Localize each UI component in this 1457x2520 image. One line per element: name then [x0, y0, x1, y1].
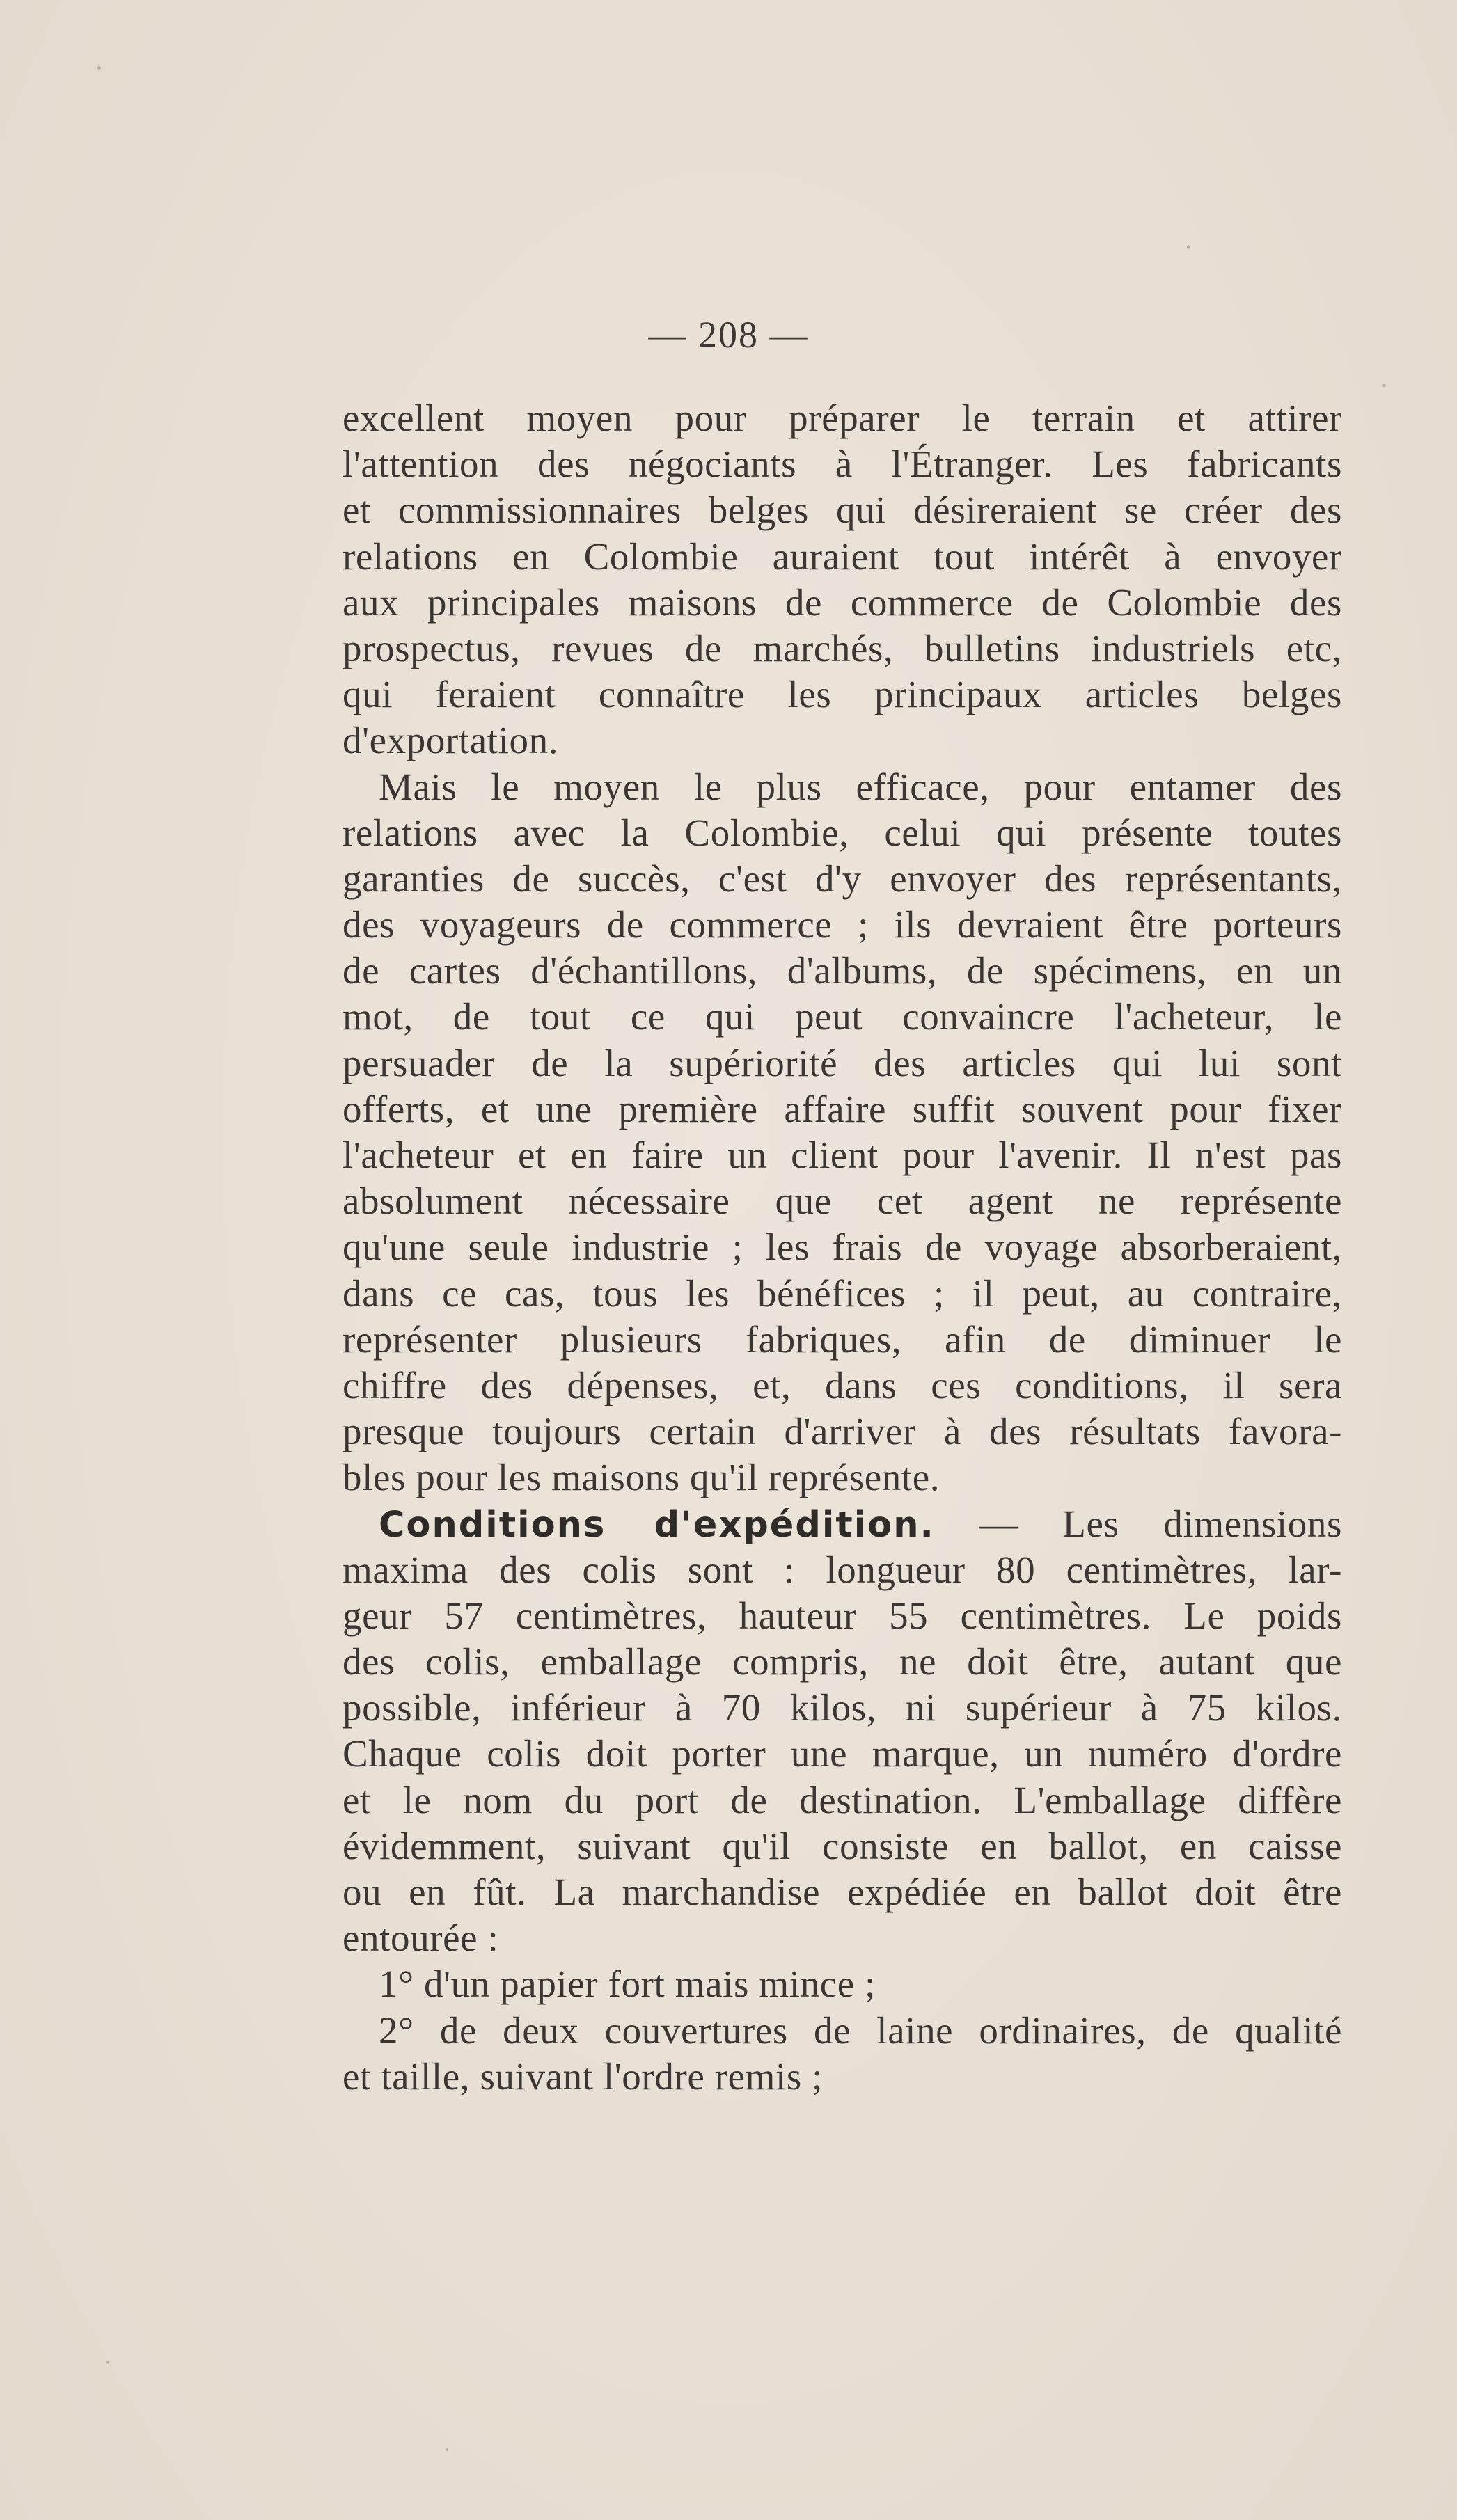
text-line: représenter plusieurs fabriques, afin de diminuer le — [342, 1317, 1342, 1361]
text-line: ou en fût. La marchandise expédiée en ballot doit être — [342, 1871, 1342, 1913]
heading-line-rest: — Les dimensions — [934, 1502, 1342, 1545]
text-line: et le nom du port de destination. L'emballage diffère — [342, 1778, 1342, 1821]
paper-speck — [446, 2448, 448, 2451]
text-line: mot, de tout ce qui peut convaincre l'acheteur, le — [342, 995, 1342, 1038]
body-text — [342, 395, 1342, 2100]
text-line: offerts, et une première affaire suffit souvent pour fixer — [342, 1087, 1342, 1130]
paper-speck — [1187, 245, 1190, 249]
text-line: possible, inférieur à 70 kilos, ni supérieur à 75 kilos. — [342, 1686, 1342, 1729]
paper-speck — [1382, 384, 1386, 387]
text-line: Mais le moyen le plus efficace, pour entamer des — [379, 765, 1342, 808]
text-line: relations en Colombie auraient tout intérêt à envoyer — [342, 534, 1342, 578]
text-line: prospectus, revues de marchés, bulletins industriels etc, — [342, 626, 1342, 669]
text-line: qui feraient connaître les principaux articles belges — [342, 673, 1342, 716]
text-line: maxima des colis sont : longueur 80 centimètres, lar- — [342, 1548, 1342, 1591]
text-line: persuader de la supériorité des articles qui lui sont — [342, 1041, 1342, 1084]
paper-speck — [97, 66, 101, 70]
heading-line — [342, 1501, 1342, 1547]
text-line: chiffre des dépenses, et, dans ces conditions, il sera — [342, 1363, 1342, 1406]
list-item-continuation: et taille, suivant l'ordre remis ; — [342, 2054, 824, 2098]
text-line: absolument nécessaire que cet agent ne représente — [342, 1180, 1342, 1223]
text-line: presque toujours certain d'arriver à des résultats favora- — [342, 1410, 1342, 1453]
page-number: — 208 — — [648, 314, 809, 356]
text-line: excellent moyen pour préparer le terrain et attirer — [342, 397, 1342, 439]
text-line: entourée : — [342, 1917, 499, 1960]
text-line: geur 57 centimètres, hauteur 55 centimètres. Le poids — [342, 1594, 1342, 1637]
text-line: bles pour les maisons qu'il représente. — [342, 1456, 940, 1499]
text-line: des colis, emballage compris, ne doit être, autant que — [342, 1640, 1342, 1683]
text-line: et commissionnaires belges qui désireraient se créer des — [342, 489, 1342, 532]
text-line: évidemment, suivant qu'il consiste en ballot, en caisse — [342, 1824, 1342, 1867]
text-line: l'attention des négociants à l'Étranger. Les fabricants — [342, 443, 1342, 486]
text-line: Chaque colis doit porter une marque, un numéro d'ordre — [342, 1732, 1342, 1775]
text-line: garanties de succès, c'est d'y envoyer des représentants, — [342, 857, 1342, 900]
text-line: l'acheteur et en faire un client pour l'avenir. Il n'est pas — [342, 1134, 1342, 1176]
list-item: 2° de deux couvertures de laine ordinaires, de qualité — [379, 2008, 1342, 2052]
text-line: qu'une seule industrie ; les frais de voyage absorberaient, — [342, 1226, 1342, 1269]
text-line: dans ce cas, tous les bénéfices ; il peut, au contraire, — [342, 1271, 1342, 1315]
text-line: des voyageurs de commerce ; ils devraient être porteurs — [342, 903, 1342, 946]
text-line: de cartes d'échantillons, d'albums, de spécimens, en un — [342, 949, 1342, 992]
text-line: relations avec la Colombie, celui qui présente toutes — [342, 811, 1342, 854]
text-line: aux principales maisons de commerce de Colombie des — [342, 580, 1342, 624]
text-line: d'exportation. — [342, 719, 559, 762]
section-heading: Conditions d'expédition. — [379, 1504, 935, 1546]
paper-speck — [106, 2361, 109, 2364]
list-item: 1° d'un papier fort mais mince ; — [379, 1963, 876, 2006]
